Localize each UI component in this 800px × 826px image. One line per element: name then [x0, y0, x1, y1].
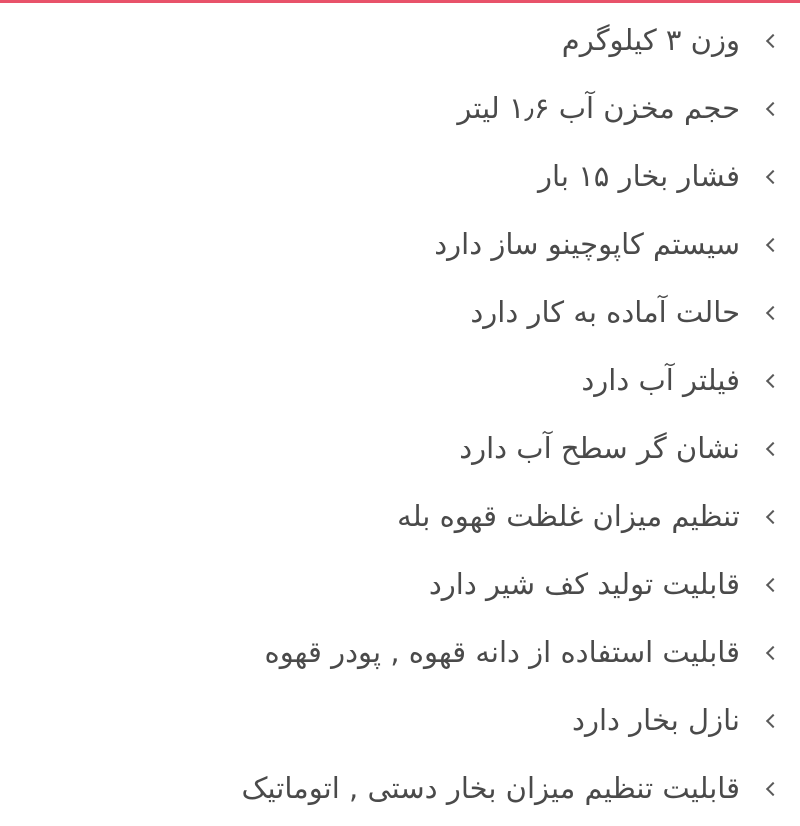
spec-item [0, 146, 800, 214]
spec-text-weight: وزن ۳ کیلوگرم [561, 23, 740, 57]
chevron-left-icon [766, 102, 780, 116]
chevron-left-icon [766, 646, 780, 660]
spec-text-beans-powder: قابلیت استفاده از دانه قهوه , پودر قهوه [264, 635, 740, 669]
chevron-left-icon [766, 170, 780, 184]
chevron-left-icon [766, 306, 780, 320]
spec-item [0, 214, 800, 282]
spec-text-standby: حالت آماده به کار دارد [470, 295, 740, 329]
chevron-left-icon [766, 714, 780, 728]
spec-item [0, 554, 800, 622]
spec-text-water-level: نشان گر سطح آب دارد [459, 431, 740, 465]
chevron-left-icon [766, 442, 780, 456]
chevron-left-icon [766, 578, 780, 592]
spec-item [0, 282, 800, 350]
chevron-left-icon [766, 510, 780, 524]
spec-text-steam-nozzle: نازل بخار دارد [572, 703, 740, 737]
spec-item [0, 758, 800, 826]
spec-item [0, 622, 800, 690]
chevron-left-icon [766, 782, 780, 796]
spec-item [0, 690, 800, 758]
spec-item [0, 418, 800, 486]
spec-text-steam-pressure: فشار بخار ۱۵ بار [538, 159, 740, 193]
spec-text-water-filter: فیلتر آب دارد [581, 363, 740, 397]
top-accent-bar [0, 0, 800, 3]
spec-text-strength: تنظیم میزان غلظت قهوه بله [397, 499, 740, 533]
spec-item [0, 486, 800, 554]
spec-text-water-tank: حجم مخزن آب ۱٫۶ لیتر [457, 91, 740, 125]
spec-text-milk-froth: قابلیت تولید کف شیر دارد [428, 567, 740, 601]
chevron-left-icon [766, 34, 780, 48]
chevron-left-icon [766, 374, 780, 388]
chevron-left-icon [766, 238, 780, 252]
spec-text-cappuccino: سیستم کاپوچینو ساز دارد [434, 227, 740, 261]
spec-text-steam-control: قابلیت تنظیم میزان بخار دستی , اتوماتیک [241, 771, 740, 805]
spec-item [0, 10, 800, 78]
spec-list [0, 10, 800, 826]
spec-item [0, 78, 800, 146]
spec-item [0, 350, 800, 418]
